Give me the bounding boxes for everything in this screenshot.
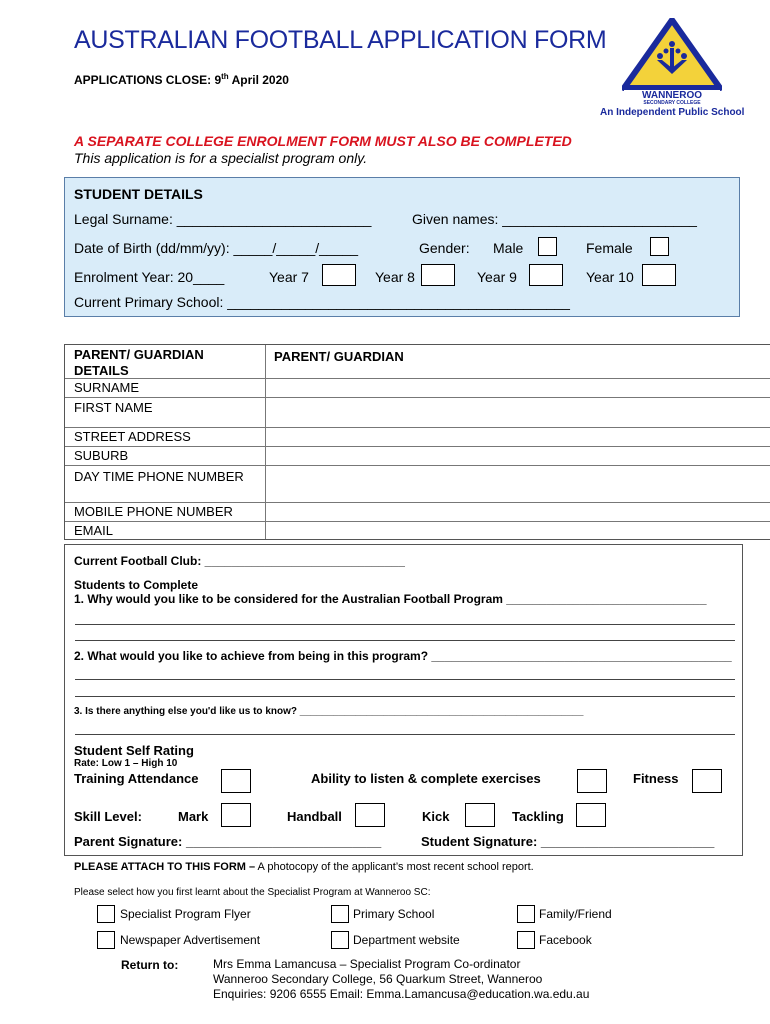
training-attendance-label: Training Attendance [74,771,199,786]
mobile-phone-label: MOBILE PHONE NUMBER [74,504,233,519]
table-row [65,521,770,522]
fitness-label: Fitness [633,771,679,786]
guardian-table [64,344,770,540]
table-row [65,427,770,428]
tackling-box[interactable] [576,803,606,827]
mark-label: Mark [178,809,209,824]
fitness-box[interactable] [692,769,722,793]
column-divider [265,345,266,539]
applications-close: APPLICATIONS CLOSE: 9th April 2020 [74,72,289,87]
female-checkbox[interactable] [650,237,669,256]
male-label: Male [493,240,524,256]
table-row [65,502,770,503]
option-newspaper-label: Newspaper Advertisement [120,933,261,947]
table-row [65,465,770,466]
surname-label: SURNAME [74,380,140,395]
primary-school-field[interactable]: Current Primary School: ____________________________________________ [74,294,570,310]
year7-checkbox[interactable] [322,264,356,286]
self-rating-heading: Student Self Rating [74,743,194,758]
kick-box[interactable] [465,803,495,827]
handball-label: Handball [287,809,342,824]
male-checkbox[interactable] [538,237,557,256]
listen-label: Ability to listen & complete exercises [311,771,541,786]
option-flyer-checkbox[interactable] [97,905,115,923]
dob-field[interactable]: Date of Birth (dd/mm/yy): _____/_____/_____ [74,240,359,256]
option-family-checkbox[interactable] [517,905,535,923]
year10-label: Year 10 [586,269,634,285]
answer-line[interactable] [75,696,735,697]
year7-label: Year 7 [269,269,309,285]
option-facebook-checkbox[interactable] [517,931,535,949]
contact-address: Wanneroo Secondary College, 56 Quarkum Street, Wanneroo [213,972,543,986]
question-3[interactable]: 3. Is there anything else you'd like us to know? ___________________________________________________ [74,706,584,717]
mark-box[interactable] [221,803,251,827]
year10-checkbox[interactable] [642,264,676,286]
legal-surname-field[interactable]: Legal Surname: _________________________ [74,211,372,227]
rating-scale: Rate: Low 1 – High 10 [74,758,178,769]
table-row [65,397,770,398]
answer-line[interactable] [75,640,735,641]
street-address-label: STREET ADDRESS [74,429,191,444]
school-tagline: An Independent Public School [600,107,745,118]
enrolment-year-field[interactable]: Enrolment Year: 20____ [74,269,225,285]
table-row [65,446,770,447]
answer-line[interactable] [75,734,735,735]
contact-name: Mrs Emma Lamancusa – Specialist Program Co-ordinator [213,957,521,971]
daytime-phone-label: DAY TIME PHONE NUMBER [74,469,244,484]
logo-wordmark: WANNEROO [642,90,702,101]
gender-label: Gender: [419,240,470,256]
enrolment-warning: A SEPARATE COLLEGE ENROLMENT FORM MUST ALSO BE COMPLETED [74,133,572,149]
parent-signature-field[interactable]: Parent Signature: ___________________________ [74,834,382,849]
year9-label: Year 9 [477,269,517,285]
handball-box[interactable] [355,803,385,827]
option-department-label: Department website [353,933,460,947]
attach-instruction: PLEASE ATTACH TO THIS FORM – A photocopy of the applicant’s most recent school report. [74,861,534,873]
year8-label: Year 8 [375,269,415,285]
return-address [213,957,589,1002]
email-label: EMAIL [74,523,114,538]
contact-enquiries: Enquiries: 9206 6555 Email: Emma.Lamancusa@education.wa.edu.au [213,987,590,1001]
answer-line[interactable] [75,679,735,680]
answer-line[interactable] [75,624,735,625]
school-logo [622,18,722,104]
option-newspaper-checkbox[interactable] [97,931,115,949]
question-2[interactable]: 2. What would you like to achieve from being in this program? _____________________________________________ [74,649,732,663]
first-name-label: FIRST NAME [74,400,153,415]
football-section [64,544,743,856]
kick-label: Kick [422,809,450,824]
students-to-complete: Students to Complete [74,578,199,592]
year8-checkbox[interactable] [421,264,455,286]
suburb-label: SUBURB [74,448,129,463]
question-1[interactable]: 1. Why would you like to be considered for the Australian Football Program ______________________________ [74,592,707,606]
option-primary-label: Primary School [353,907,435,921]
option-flyer-label: Specialist Program Flyer [120,907,251,921]
given-names-field[interactable]: Given names: _________________________ [412,211,697,227]
female-label: Female [586,240,633,256]
training-attendance-box[interactable] [221,769,251,793]
option-family-label: Family/Friend [539,907,612,921]
student-details-panel [64,177,740,317]
skill-level-label: Skill Level: [74,809,142,824]
football-club-field[interactable]: Current Football Club: ______________________________ [74,554,405,568]
year9-checkbox[interactable] [529,264,563,286]
student-signature-field[interactable]: Student Signature: ________________________ [421,834,715,849]
option-department-checkbox[interactable] [331,931,349,949]
table-row [65,378,770,379]
listen-box[interactable] [577,769,607,793]
source-question: Please select how you first learnt about the Specialist Program at Wanneroo SC: [74,887,431,898]
specialist-note: This application is for a specialist program only. [74,150,368,166]
option-facebook-label: Facebook [539,933,592,947]
form-title: AUSTRALIAN FOOTBALL APPLICATION FORM [74,26,607,54]
option-primary-checkbox[interactable] [331,905,349,923]
return-to-label: Return to: [121,958,179,972]
logo-subtext: SECONDARY COLLEGE [643,100,701,104]
guardian-details-heading: PARENT/ GUARDIAN DETAILS [74,347,204,378]
student-details-heading: STUDENT DETAILS [74,186,203,202]
tackling-label: Tackling [512,809,564,824]
guardian-heading: PARENT/ GUARDIAN [274,349,404,364]
